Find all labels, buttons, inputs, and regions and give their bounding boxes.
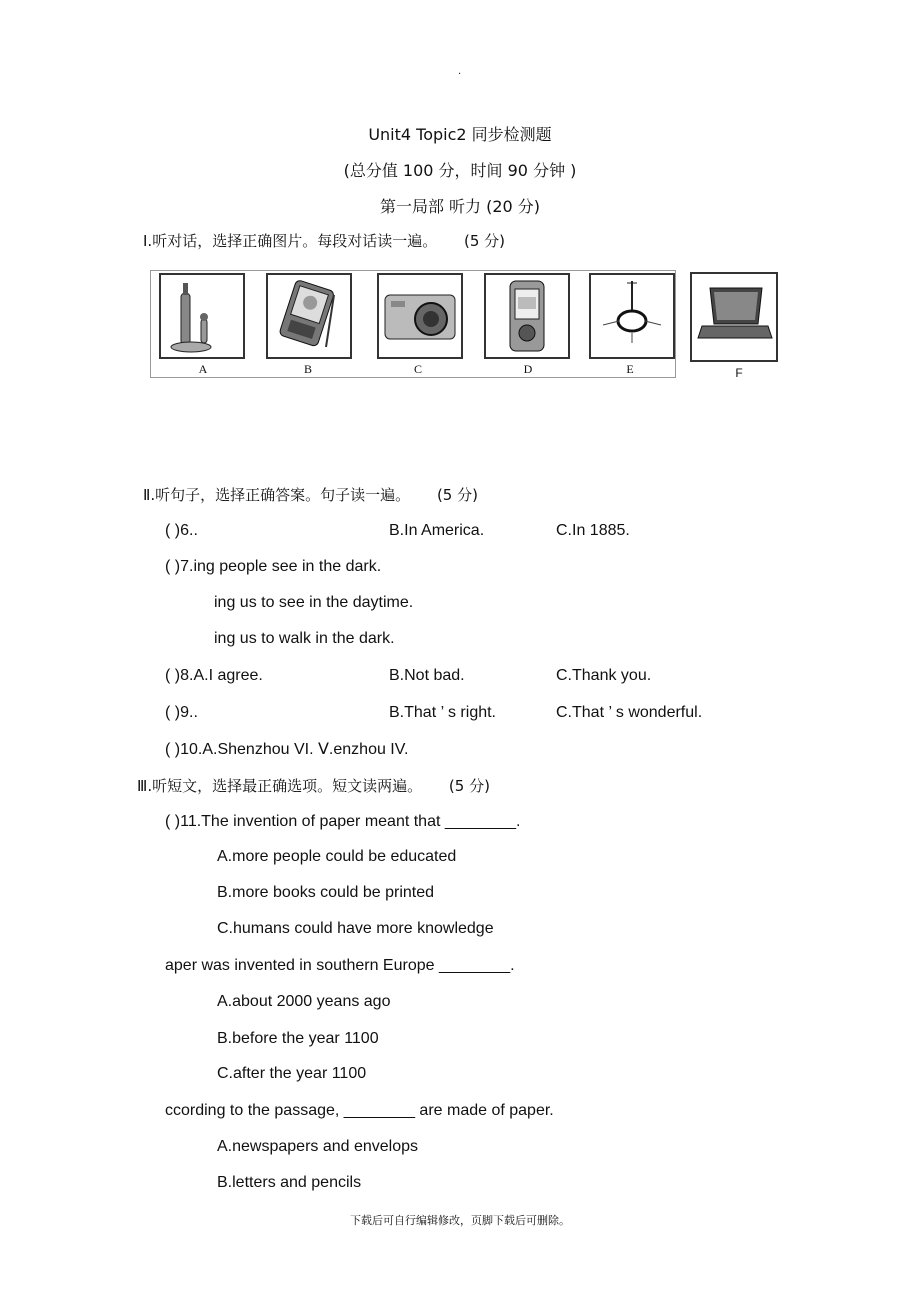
pda-device-icon	[268, 275, 350, 357]
picture-f-label: F	[735, 366, 743, 380]
picture-a	[159, 273, 245, 359]
page-footer: 下载后可自行编辑修改，页脚下载后可删除。	[350, 1214, 570, 1227]
q9-option-b: B.That ’ s right.	[389, 704, 496, 721]
section2-heading-text: Ⅱ.听句子，选择正确答案。句子读一遍。	[143, 486, 411, 504]
q6-option-c: C.In 1885.	[556, 522, 630, 539]
section1-heading-text: Ⅰ.听对话，选择正确图片。每段对话读一遍。	[143, 232, 438, 250]
picture-b-label: B	[303, 362, 312, 376]
section3-heading	[137, 775, 490, 796]
q11-option-a: A.more people could be educated	[217, 848, 457, 865]
q11-option-b: B.more books could be printed	[217, 884, 435, 901]
page-title: Unit4 Topic2 同步检测题	[368, 125, 552, 144]
q9-option-c: C.That ’ s wonderful.	[556, 704, 703, 721]
part-title: 第一局部 听力 (20 分)	[379, 197, 541, 216]
header-dot: .	[458, 66, 462, 77]
q7-option-2: ing us to walk in the dark.	[214, 630, 395, 647]
section2-score: (5 分)	[436, 486, 478, 504]
q11-stem: ( )11.The invention of paper meant that ________.	[165, 813, 521, 830]
electric-toothbrush-icon	[161, 275, 243, 357]
section1-score: (5 分)	[463, 232, 506, 250]
mobile-phone-icon	[486, 275, 568, 357]
q13-option-a: A.newspapers and envelops	[217, 1138, 419, 1155]
q11-option-c: C.humans could have more knowledge	[217, 920, 494, 937]
q12-stem: aper was invented in southern Europe ________.	[165, 957, 515, 974]
picture-c-label: C	[413, 362, 422, 376]
q7-option-1: ing us to see in the daytime.	[214, 594, 414, 611]
picture-c	[377, 273, 463, 359]
section1-heading	[143, 230, 505, 251]
picture-a-label: A	[198, 362, 208, 376]
picture-f	[690, 272, 778, 362]
section2-heading	[143, 484, 478, 505]
page-subtitle: (总分值 100 分，时间 90 分钟 )	[343, 161, 577, 180]
q13-option-b: B.letters and pencils	[217, 1174, 362, 1191]
laptop-icon	[692, 274, 776, 360]
lamp-icon	[591, 275, 673, 357]
picture-d-label: D	[523, 362, 533, 376]
q9-stem: ( )9..	[165, 704, 198, 721]
picture-b	[266, 273, 352, 359]
picture-d	[484, 273, 570, 359]
q8-option-c: C.Thank you.	[556, 667, 652, 684]
digital-camera-icon	[379, 275, 461, 357]
q6-option-b: B.In America.	[389, 522, 485, 539]
q8-stem: ( )8.A.I agree.	[165, 667, 263, 684]
q13-stem: ccording to the passage, ________ are made of paper.	[165, 1102, 554, 1119]
q12-option-a: A.about 2000 yeans ago	[217, 993, 391, 1010]
q12-option-b: B.before the year 1100	[217, 1030, 379, 1047]
q12-option-c: C.after the year 1100	[217, 1065, 367, 1082]
section3-score: (5 分)	[448, 777, 490, 795]
picture-e-label: E	[626, 362, 634, 376]
q10-stem: ( )10.A.Shenzhou VI. Ⅴ.enzhou IV.	[165, 741, 409, 758]
q7-stem: ( )7.ing people see in the dark.	[165, 558, 382, 575]
picture-e	[589, 273, 675, 359]
q8-option-b: B.Not bad.	[389, 667, 465, 684]
q6-stem: ( )6..	[165, 522, 198, 539]
section3-heading-text: Ⅲ.听短文，选择最正确选项。短文读两遍。	[137, 777, 423, 795]
